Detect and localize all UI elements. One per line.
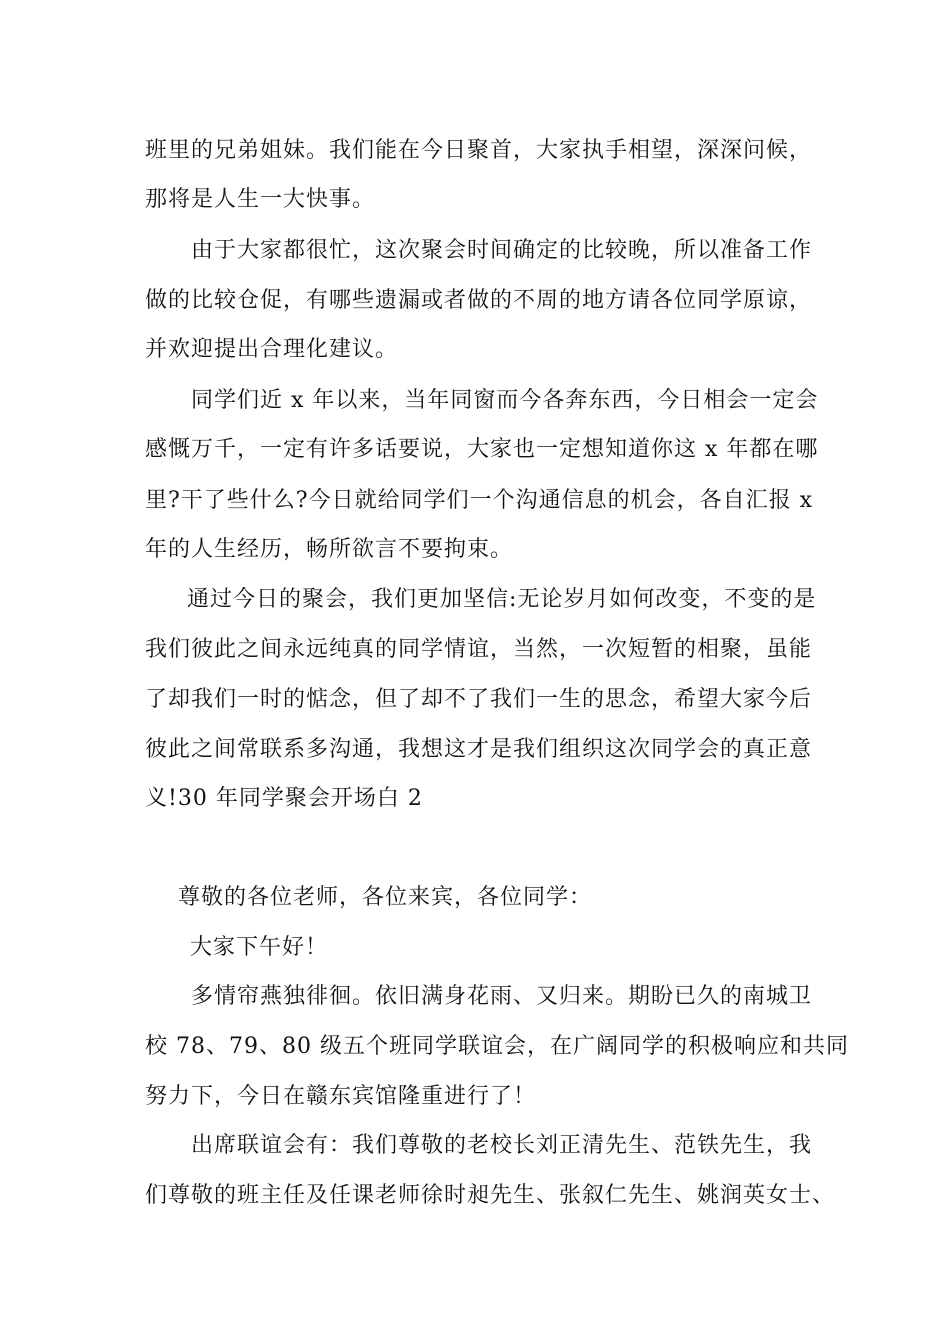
paragraph-line: 同学们近 x 年以来，当年同窗而今各奔东西，今日相会一定会: [191, 388, 819, 413]
paragraph-line: 年的人生经历，畅所欲言不要拘束。: [145, 537, 514, 562]
salutation-line: 尊敬的各位老师，各位来宾，各位同学：: [178, 885, 593, 910]
paragraph-line: 通过今日的聚会，我们更加坚信:无论岁月如何改变，不变的是: [187, 587, 817, 612]
greeting-line: 大家下午好！: [190, 935, 329, 960]
paragraph-line: 由于大家都很忙，这次聚会时间确定的比较晚，所以准备工作: [191, 238, 813, 263]
paragraph-line: 那将是人生一大快事。: [145, 187, 376, 212]
paragraph-line: 们尊敬的班主任及任课老师徐时昶先生、张叙仁先生、姚润英女士、: [145, 1183, 836, 1208]
paragraph-line: 出席联谊会有：我们尊敬的老校长刘正清先生、范铁先生，我: [191, 1133, 813, 1158]
paragraph-line: 努力下，今日在赣东宾馆隆重进行了！: [145, 1084, 537, 1109]
paragraph-line: 里?干了些什么?今日就给同学们一个沟通信息的机会，各自汇报 x: [145, 488, 813, 513]
paragraph-line: 班里的兄弟姐妹。我们能在今日聚首，大家执手相望，深深问候，: [145, 138, 813, 163]
paragraph-line: 我们彼此之间永远纯真的同学情谊，当然，一次短暂的相聚，虽能: [145, 637, 813, 662]
paragraph-line: 了却我们一时的惦念，但了却不了我们一生的思念，希望大家今后: [145, 687, 813, 712]
paragraph-line: 彼此之间常联系多沟通，我想这才是我们组织这次同学会的真正意: [145, 737, 813, 762]
paragraph-line: 并欢迎提出合理化建议。: [145, 337, 399, 362]
paragraph-line: 做的比较仓促，有哪些遗漏或者做的不周的地方请各位同学原谅，: [145, 288, 813, 313]
paragraph-line: 校 78、79、80 级五个班同学联谊会，在广阔同学的积极响应和共同: [145, 1034, 849, 1059]
paragraph-line: 多情帘燕独徘徊。依旧满身花雨、又归来。期盼已久的南城卫: [191, 984, 813, 1009]
paragraph-line: 义!30 年同学聚会开场白 2: [145, 786, 423, 811]
paragraph-line: 感慨万千，一定有许多话要说，大家也一定想知道你这 x 年都在哪: [145, 437, 819, 462]
